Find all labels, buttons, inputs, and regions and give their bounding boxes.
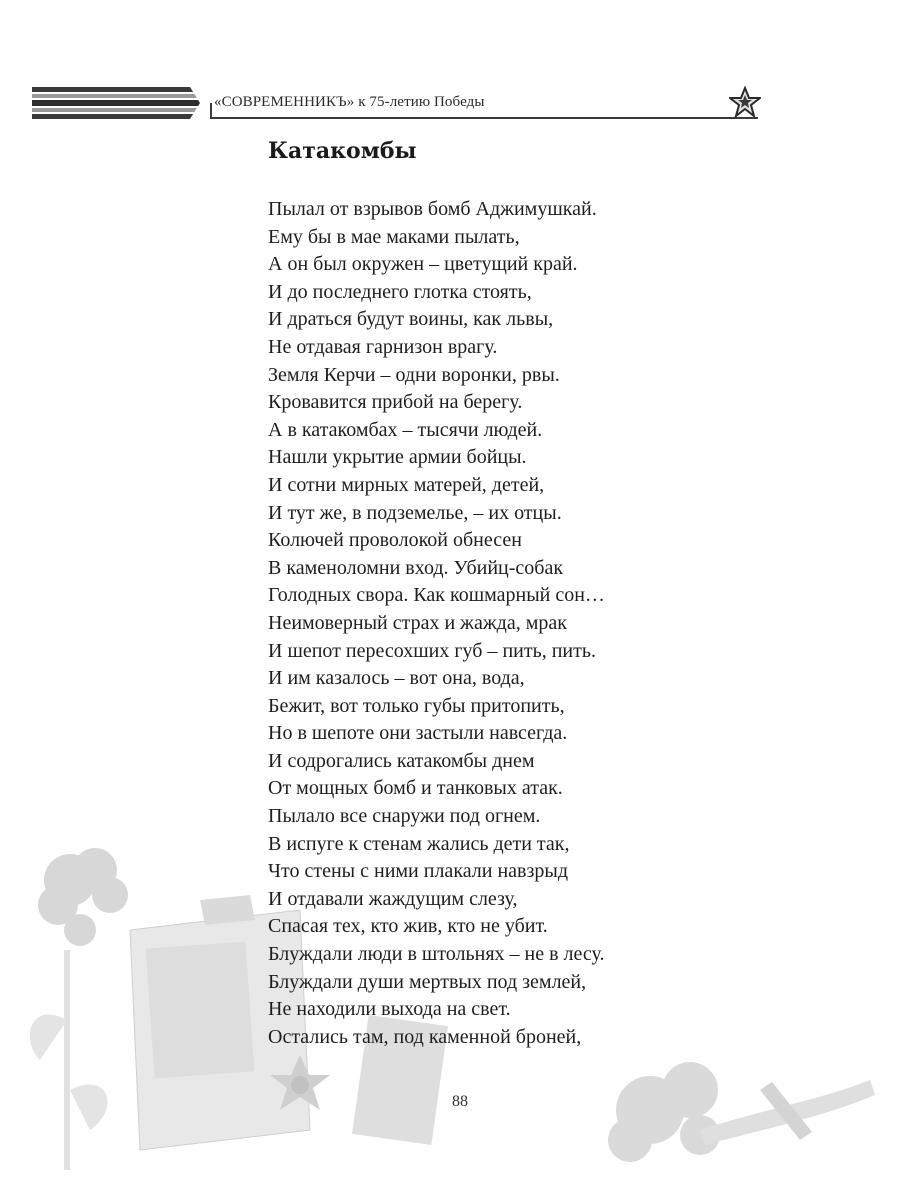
poem-line: Спасая тех, кто жив, кто не убит. bbox=[268, 915, 548, 938]
poem-line: И сотни мирных матерей, детей, bbox=[268, 473, 545, 496]
poem-line: От мощных бомб и танковых атак. bbox=[268, 777, 563, 800]
poem-line: Неимоверный страх и жажда, мрак bbox=[268, 611, 567, 634]
poem-line: И тут же, в подземелье, – их отцы. bbox=[268, 501, 562, 524]
poem-line: В каменоломни вход. Убийц-собак bbox=[268, 556, 564, 579]
poem-line: Бежит, вот только губы притопить, bbox=[268, 694, 565, 717]
star-icon bbox=[729, 86, 761, 118]
st-george-ribbon-icon bbox=[32, 87, 202, 119]
poem-line: Кровавится прибой на берегу. bbox=[268, 391, 523, 414]
poem-line: Пылало все снаружи под огнем. bbox=[268, 805, 541, 828]
st-george-ribbon-icon bbox=[700, 1080, 875, 1145]
poem-line: Остались там, под каменной броней, bbox=[268, 1025, 582, 1048]
poem-line: Земля Керчи – одни воронки, рвы. bbox=[268, 363, 560, 386]
poem-line: Но в шепоте они застыли навсегда. bbox=[268, 722, 568, 745]
running-title: «СОВРЕМЕННИКЪ» к 75-летию Победы bbox=[214, 94, 485, 110]
poem-line: Не отдавая гарнизон врагу. bbox=[268, 335, 498, 358]
poem-text bbox=[268, 196, 688, 1051]
poem-line: И до последнего глотка стоять, bbox=[268, 280, 532, 303]
poem-line: И содрогались катакомбы днем bbox=[268, 749, 535, 772]
poem-line: Нашли укрытие армии бойцы. bbox=[268, 446, 527, 469]
poem-line: И драться будут воины, как львы, bbox=[268, 308, 554, 331]
poem-line: Колючей проволокой обнесен bbox=[268, 529, 522, 552]
header-rule bbox=[210, 117, 758, 119]
header-divider bbox=[210, 103, 212, 118]
poem-line: Что стены с ними плакали навзрыд bbox=[268, 860, 568, 883]
poem-line: И шепот пересохших губ – пить, пить. bbox=[268, 639, 596, 662]
poem-line: А в катакомбах – тысячи людей. bbox=[268, 418, 543, 441]
poem-line: И отдавали жаждущим слезу, bbox=[268, 887, 518, 910]
poem-line: А он был окружен – цветущий край. bbox=[268, 253, 578, 276]
poem-line: Блуждали души мертвых под землей, bbox=[268, 970, 587, 993]
poem-title: Катакомбы bbox=[268, 138, 417, 164]
poem-line: Не находили выхода на свет. bbox=[268, 998, 511, 1021]
carnation-icon bbox=[608, 1062, 720, 1162]
poem-line: В испуге к стенам жались дети так, bbox=[268, 832, 570, 855]
poem-line: Пылал от взрывов бомб Аджимушкай. bbox=[268, 198, 597, 220]
poem-line: Ему бы в мае маками пылать, bbox=[268, 225, 520, 248]
poem-line: И им казалось – вот она, вода, bbox=[268, 667, 525, 690]
poem-line: Блуждали люди в штольнях – не в лесу. bbox=[268, 943, 605, 966]
poem-line: Голодных свора. Как кошмарный сон… bbox=[268, 584, 605, 607]
carnation-icon bbox=[30, 848, 128, 1170]
page-number: 88 bbox=[452, 1093, 468, 1110]
